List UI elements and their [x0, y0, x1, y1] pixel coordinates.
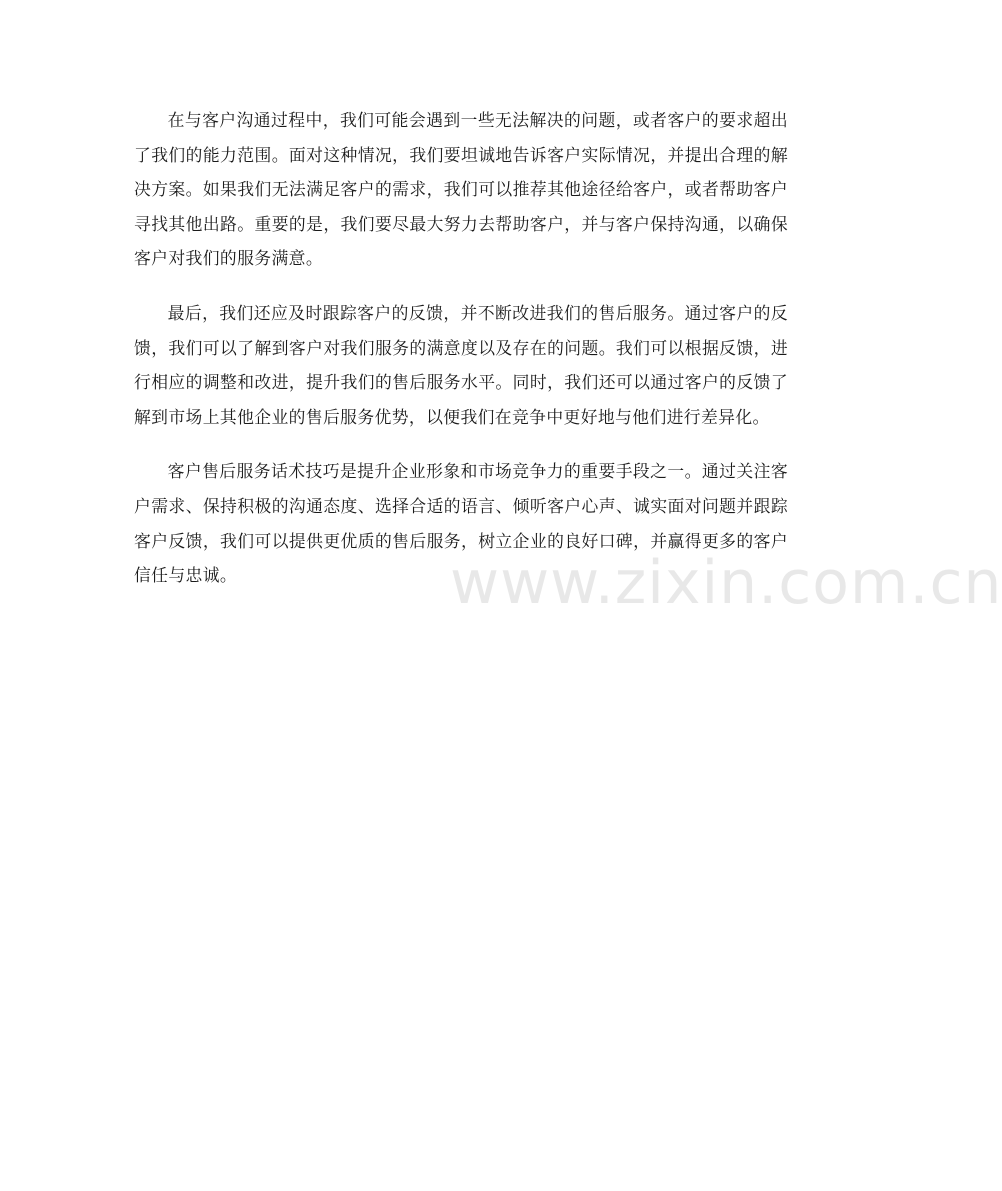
paragraph-3: 客户售后服务话术技巧是提升企业形象和市场竞争力的重要手段之一。通过关注客户需求、保持积极的沟通态度、选择合适的语言、倾听客户心声、诚实面对问题并跟踪客户反馈，我们可以提供更优质的售后服务，树立企业的良好口碑，并赢得更多的客户信任与忠诚。 — [134, 461, 788, 586]
paragraph-1: 在与客户沟通过程中，我们可能会遇到一些无法解决的问题，或者客户的要求超出了我们的能力范围。面对这种情况，我们要坦诚地告诉客户实际情况，并提出合理的解决方案。如果我们无法满足客户的需求，我们可以推荐其他途径给客户，或者帮助客户寻找其他出路。重要的是，我们要尽最大努力去帮助客户，并与客户保持沟通，以确保客户对我们的服务满意。 — [134, 110, 788, 269]
document-body — [134, 103, 788, 613]
paragraph-2: 最后，我们还应及时跟踪客户的反馈，并不断改进我们的售后服务。通过客户的反馈，我们可以了解到客户对我们服务的满意度以及存在的问题。我们可以根据反馈，进行相应的调整和改进，提升我们的售后服务水平。同时，我们还可以通过客户的反馈了解到市场上其他企业的售后服务优势，以便我们在竞争中更好地与他们进行差异化。 — [134, 302, 788, 427]
watermark: www.zixin.com.cn — [450, 548, 1002, 618]
